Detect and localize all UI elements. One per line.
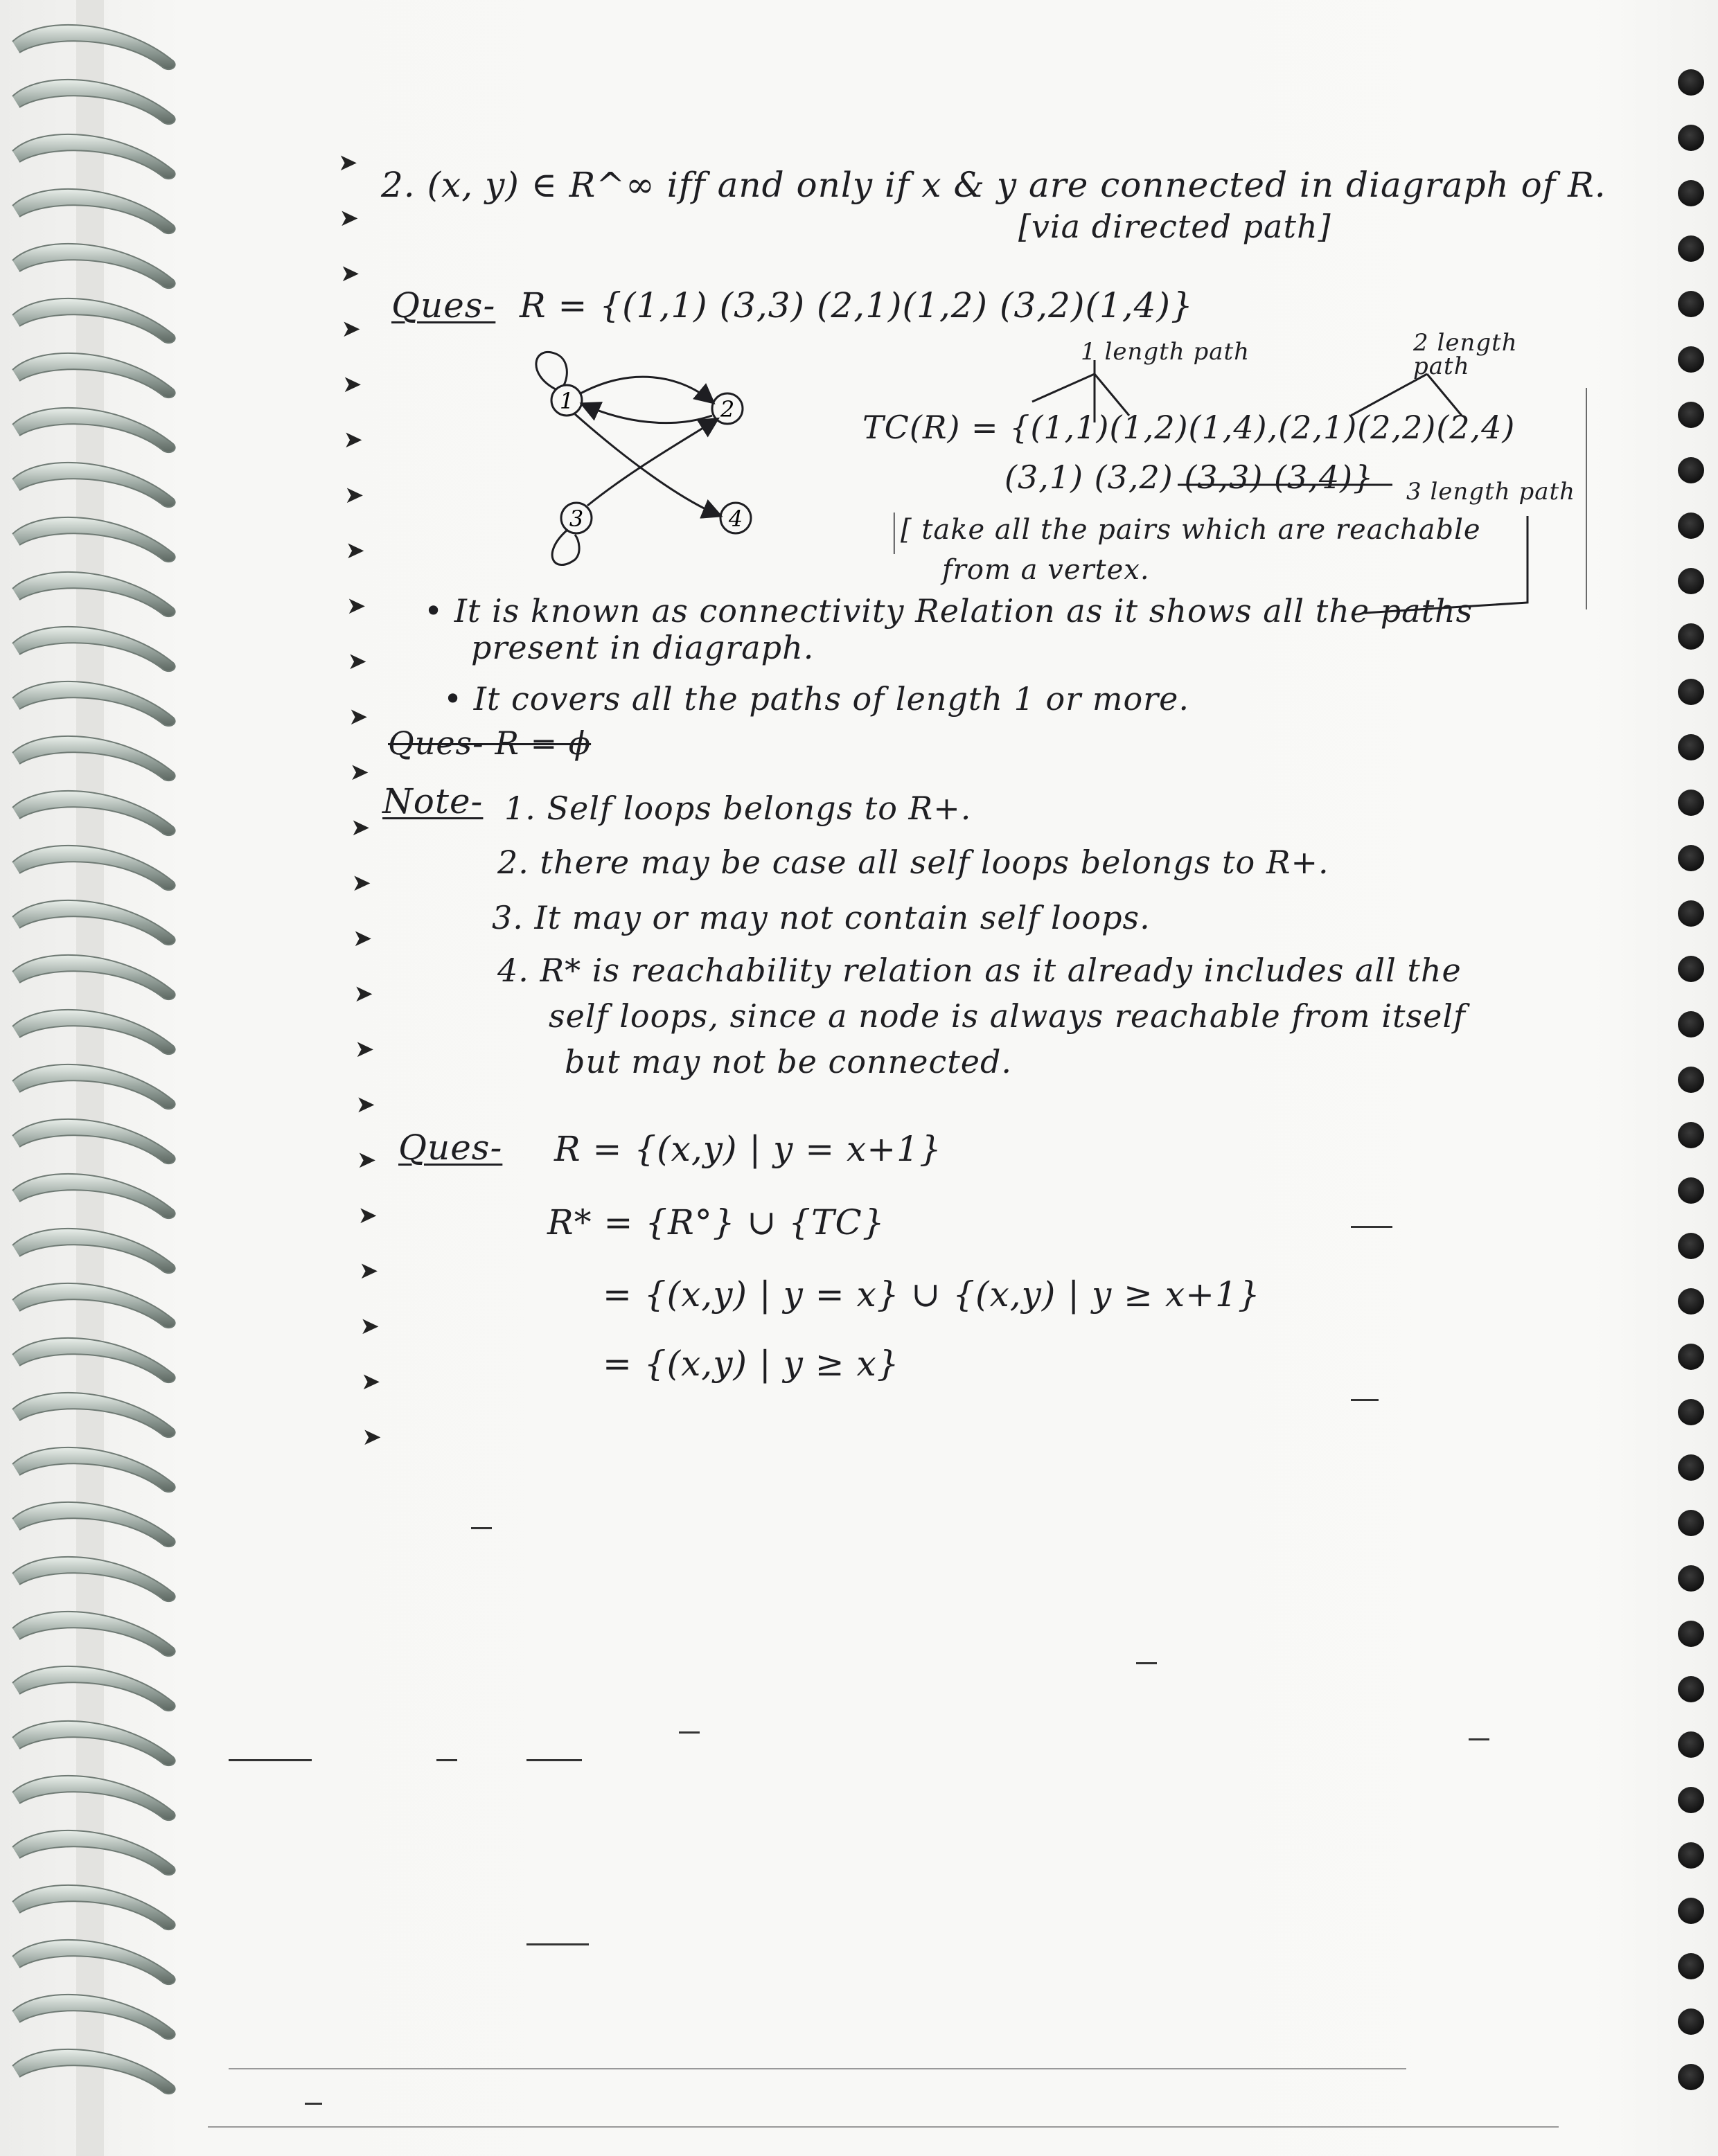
node-1-self-loop bbox=[536, 352, 567, 389]
note-item-4-line-2: self loops, since a node is always reachable from itself bbox=[549, 997, 1467, 1035]
margin-mark: ➤ bbox=[345, 537, 365, 564]
reachable-bracket-line-2: from a vertex. bbox=[942, 554, 1150, 586]
punch-hole bbox=[1678, 1067, 1704, 1093]
bullet-length-paths: • It covers all the paths of length 1 or more. bbox=[443, 680, 1189, 718]
pencil-line bbox=[208, 2126, 1559, 2128]
length-2-path-label: 2 length path bbox=[1413, 329, 1518, 380]
stray-dash bbox=[1351, 1226, 1392, 1228]
transitive-closure-line-2: (3,1) (3,2) (3,3) (3,4)} bbox=[1004, 458, 1374, 496]
punch-hole bbox=[1678, 1233, 1704, 1259]
note-item-2: 2. there may be case all self loops belongs to R+. bbox=[497, 844, 1329, 881]
punch-hole bbox=[1678, 900, 1704, 927]
bullet-connectivity-line-1: • It is known as connectivity Relation as it shows all the paths bbox=[424, 592, 1473, 630]
punch-hole bbox=[1678, 1676, 1704, 1702]
pencil-line bbox=[229, 2068, 1406, 2069]
margin-mark: ➤ bbox=[355, 1035, 375, 1063]
margin-mark: ➤ bbox=[361, 1368, 381, 1396]
question-2-line-1: R = {(x,y) | y = x+1} bbox=[554, 1129, 942, 1169]
stray-dash bbox=[679, 1731, 700, 1734]
punch-hole bbox=[1678, 291, 1704, 317]
edge-3-to-2 bbox=[587, 420, 716, 506]
edge-1-to-2 bbox=[581, 377, 712, 402]
punch-hole bbox=[1678, 402, 1704, 428]
node-2-label: 2 bbox=[720, 396, 735, 422]
punch-hole bbox=[1678, 1731, 1704, 1758]
margin-mark: ➤ bbox=[360, 1312, 380, 1340]
punch-hole bbox=[1678, 679, 1704, 705]
margin-mark: ➤ bbox=[340, 260, 360, 287]
margin-mark: ➤ bbox=[347, 648, 367, 675]
spiral-binding bbox=[0, 0, 229, 2156]
punch-hole bbox=[1678, 457, 1704, 483]
margin-mark: ➤ bbox=[342, 371, 362, 398]
question-1-label: Ques- bbox=[391, 285, 496, 326]
punch-hole bbox=[1678, 1011, 1704, 1037]
punch-hole bbox=[1678, 1344, 1704, 1370]
transitive-closure-line-1: TC(R) = {(1,1)(1,2)(1,4),(2,1)(2,2)(2,4) bbox=[862, 409, 1516, 446]
margin-mark: ➤ bbox=[349, 758, 369, 786]
edge-2-to-1 bbox=[583, 404, 712, 423]
stray-dash bbox=[1136, 1662, 1157, 1664]
punch-hole bbox=[1678, 346, 1704, 373]
node-3 bbox=[561, 503, 592, 533]
punch-hole bbox=[1678, 1510, 1704, 1536]
margin-mark: ➤ bbox=[341, 315, 361, 343]
punch-hole bbox=[1678, 2008, 1704, 2035]
punch-hole bbox=[1678, 1565, 1704, 1592]
margin-mark: ➤ bbox=[339, 204, 359, 232]
stray-dash bbox=[436, 1759, 457, 1761]
node-1 bbox=[551, 385, 582, 416]
node-4 bbox=[720, 503, 751, 533]
margin-mark: ➤ bbox=[362, 1423, 382, 1451]
punch-hole bbox=[1678, 1288, 1704, 1315]
punch-hole bbox=[1678, 734, 1704, 760]
question-2-line-3: = {(x,y) | y = x} ∪ {(x,y) | y ≥ x+1} bbox=[603, 1274, 1261, 1315]
node-4-label: 4 bbox=[728, 506, 743, 532]
node-2 bbox=[712, 393, 743, 424]
punch-hole bbox=[1678, 180, 1704, 206]
punch-hole bbox=[1678, 125, 1704, 151]
margin-mark: ➤ bbox=[343, 426, 363, 454]
punch-hole bbox=[1678, 1122, 1704, 1148]
stray-dash bbox=[229, 1759, 312, 1761]
bullet-connectivity-line-2: present in diagraph. bbox=[471, 629, 815, 666]
question-2-label: Ques- bbox=[398, 1128, 503, 1168]
note-item-4-line-3: but may not be connected. bbox=[565, 1043, 1013, 1080]
stray-dash bbox=[1351, 1399, 1379, 1401]
node-1-label: 1 bbox=[559, 388, 574, 414]
margin-mark: ➤ bbox=[357, 1202, 378, 1229]
question-2-line-4: = {(x,y) | y ≥ x} bbox=[603, 1344, 900, 1384]
punch-hole bbox=[1678, 2064, 1704, 2090]
length-3-path-label: 3 length path bbox=[1406, 478, 1576, 506]
question-1-relation: R = {(1,1) (3,3) (2,1)(1,2) (3,2)(1,4)} bbox=[520, 285, 1194, 326]
struck-question: Ques- R = ϕ bbox=[388, 724, 592, 762]
punch-holes bbox=[1663, 0, 1718, 2156]
margin-mark: ➤ bbox=[359, 1257, 379, 1285]
stray-dash bbox=[526, 1943, 589, 1945]
point-2-text: 2. (x, y) ∈ R^∞ iff and only if x & y are connected in diagraph of R. bbox=[381, 165, 1606, 205]
punch-hole bbox=[1678, 1621, 1704, 1647]
punch-hole bbox=[1678, 1787, 1704, 1813]
margin-mark: ➤ bbox=[338, 149, 358, 177]
punch-hole bbox=[1678, 623, 1704, 650]
node-3-label: 3 bbox=[569, 506, 584, 532]
punch-hole bbox=[1678, 790, 1704, 816]
node-3-self-loop bbox=[552, 531, 579, 565]
punch-hole bbox=[1678, 568, 1704, 594]
punch-hole bbox=[1678, 845, 1704, 871]
margin-mark: ➤ bbox=[355, 1091, 375, 1119]
margin-mark: ➤ bbox=[353, 925, 373, 952]
edge-1-to-4 bbox=[575, 414, 719, 515]
margin-mark: ➤ bbox=[357, 1146, 377, 1174]
margin-mark: ➤ bbox=[351, 814, 371, 841]
punch-hole bbox=[1678, 1454, 1704, 1481]
punch-hole bbox=[1678, 513, 1704, 539]
punch-hole bbox=[1678, 235, 1704, 262]
punch-hole bbox=[1678, 1177, 1704, 1204]
punch-hole bbox=[1678, 956, 1704, 982]
stray-dash bbox=[1469, 1738, 1489, 1740]
punch-hole bbox=[1678, 1399, 1704, 1425]
point-2-note: [via directed path] bbox=[1018, 208, 1331, 245]
margin-mark: ➤ bbox=[348, 703, 369, 731]
punch-hole bbox=[1678, 1842, 1704, 1869]
stray-dash bbox=[526, 1759, 582, 1761]
question-2-line-2: R* = {R°} ∪ {TC} bbox=[547, 1202, 885, 1242]
margin-mark: ➤ bbox=[346, 592, 366, 620]
margin-mark: ➤ bbox=[351, 869, 371, 897]
margin-mark: ➤ bbox=[344, 481, 364, 509]
note-item-4-line-1: 4. R* is reachability relation as it already includes all the bbox=[497, 952, 1462, 989]
stray-dash bbox=[305, 2103, 322, 2105]
punch-hole bbox=[1678, 1898, 1704, 1924]
length-1-path-label: 1 length path bbox=[1081, 338, 1250, 366]
reachable-bracket-line-1: [ take all the pairs which are reachable bbox=[901, 514, 1481, 546]
note-item-1: 1. Self loops belongs to R+. bbox=[504, 790, 972, 827]
note-label: Note- bbox=[382, 781, 484, 821]
stray-dash bbox=[471, 1527, 492, 1529]
note-item-3: 3. It may or may not contain self loops. bbox=[492, 899, 1151, 936]
margin-mark: ➤ bbox=[353, 980, 373, 1008]
punch-hole bbox=[1678, 69, 1704, 96]
punch-hole bbox=[1678, 1953, 1704, 1979]
digraph-diagram bbox=[513, 332, 790, 582]
